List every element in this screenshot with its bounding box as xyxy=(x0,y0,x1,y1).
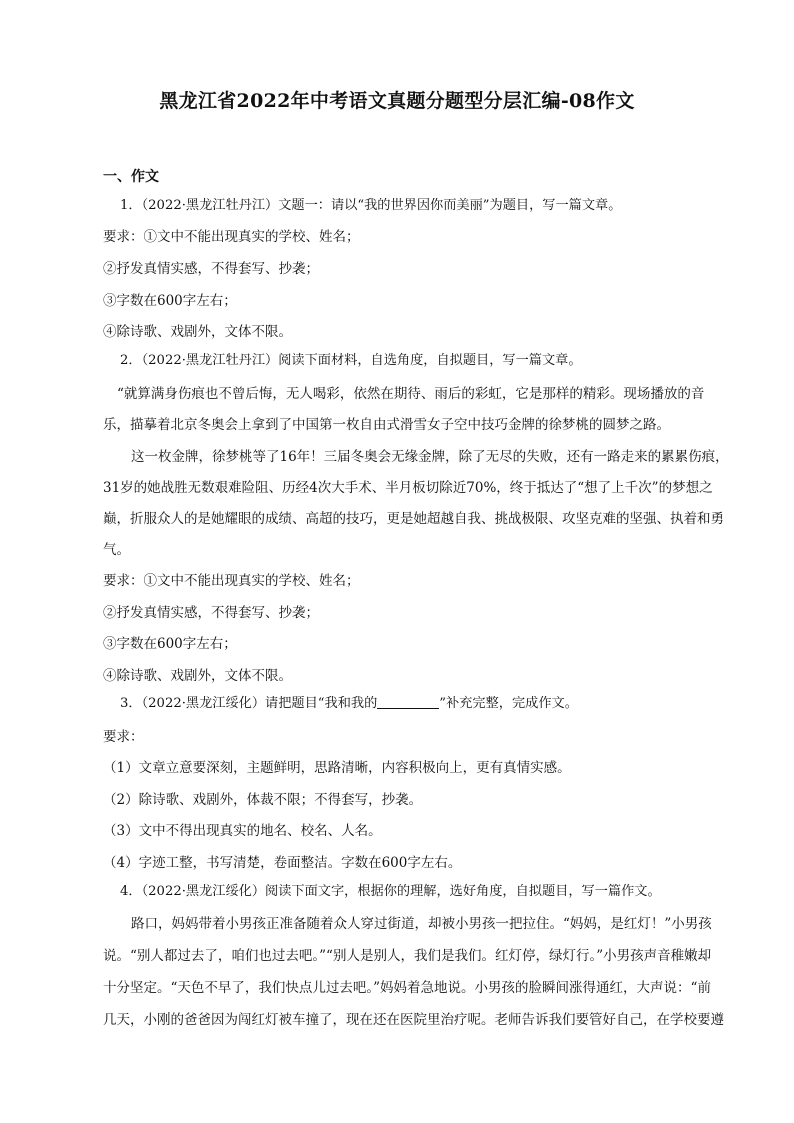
page-title: 黑龙江省2022年中考语文真题分题型分层汇编-08作文 xyxy=(159,90,635,112)
requirement-line: ④除诗歌、戏剧外，文体不限。 xyxy=(103,668,292,684)
section-heading: 一、作文 xyxy=(103,169,159,185)
requirement-line: ③字数在600字左右； xyxy=(103,293,237,309)
question-2: 2．（2022·黑龙江牡丹江）阅读下面材料，自选角度，自拟题目，写一篇文章。 xyxy=(120,353,582,368)
requirement-line: 要求：①文中不能出现真实的学校、姓名； xyxy=(103,229,360,245)
requirement-line: 要求： xyxy=(103,729,144,745)
material-line: 巅，折服众人的是她耀眼的成绩、高超的技巧，更是她超越自我、挑战极限、攻坚克难的坚强、执着和勇 xyxy=(103,511,724,527)
requirement-line: 要求：①文中不能出现真实的学校、姓名； xyxy=(103,573,360,589)
material-line: 路口，妈妈带着小男孩正准备随着众人穿过街道，却被小男孩一把拉住。“妈妈，是红灯！”小男孩 xyxy=(131,916,712,932)
material-line: 十分坚定。“天色不早了，我们快点儿过去吧。”妈妈着急地说。小男孩的脸瞬间涨得通红，大声说：“前 xyxy=(103,980,711,996)
material-line: 这一枚金牌，徐梦桃等了16年！三届冬奥会无缘金牌，除了无尽的失败，还有一路走来的累累伤痕， xyxy=(131,449,729,465)
material-line: 气。 xyxy=(103,542,130,558)
requirement-line: ④除诗歌、戏剧外，文体不限。 xyxy=(103,324,292,340)
requirement-line: （1）文章立意要深刻，主题鲜明，思路清晰，内容积极向上，更有真情实感。 xyxy=(103,760,571,776)
question-3-text-end: ”补充完整，完成作文。 xyxy=(439,696,578,711)
question-3 xyxy=(120,694,578,714)
requirement-line: ②抒发真情实感，不得套写、抄袭； xyxy=(103,605,319,621)
material-line: 说。“别人都过去了，咱们也过去吧。”“别人是别人，我们是我们。红灯停，绿灯行。”小男孩声音稚嫩却 xyxy=(103,948,712,964)
material-line: 乐，描摹着北京冬奥会上拿到了中国第一枚自由式滑雪女子空中技巧金牌的徐梦桃的圆梦之路。 xyxy=(103,417,670,433)
requirement-line: （2）除诗歌、戏剧外，体裁不限；不得套写，抄袭。 xyxy=(103,792,423,808)
requirement-line: （4）字迹工整，书写清楚，卷面整洁。字数在600字左右。 xyxy=(103,855,462,871)
question-3-text: 3．（2022·黑龙江绥化）请把题目“我和我的 xyxy=(120,696,378,711)
requirement-line: （3）文中不得出现真实的地名、校名、人名。 xyxy=(103,823,382,839)
material-line: 31岁的她战胜无数艰难险阻、历经4次大手术、半月板切除近70%，终于抵达了“想了上千次”的梦想之 xyxy=(103,480,713,496)
question-1: 1．（2022·黑龙江牡丹江）文题一：请以“我的世界因你而美丽”为题目，写一篇文章。 xyxy=(120,198,622,213)
material-line: “就算满身伤痕也不曾后悔，无人喝彩，依然在期待、雨后的彩虹，它是那样的精彩。现场播放的音 xyxy=(117,386,705,402)
requirement-line: ②抒发真情实感，不得套写、抄袭； xyxy=(103,261,319,277)
material-line: 几天，小刚的爸爸因为闯红灯被车撞了，现在还在医院里治疗呢。老师告诉我们要管好自己，在学校要遵 xyxy=(103,1012,724,1028)
question-4: 4．（2022·黑龙江绥化）阅读下面文字，根据你的理解，选好角度，自拟题目，写一篇作文。 xyxy=(120,884,661,899)
requirement-line: ③字数在600字左右； xyxy=(103,636,237,652)
fill-in-blank xyxy=(377,694,439,709)
